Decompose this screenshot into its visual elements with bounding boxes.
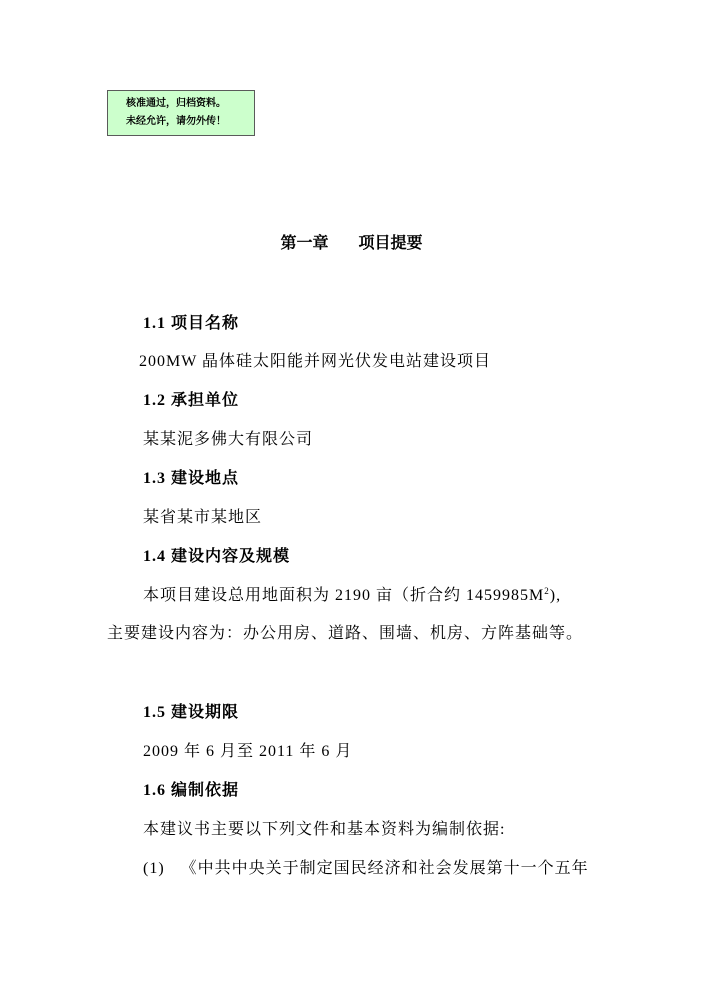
section-1-5-heading: 1.5 建设期限	[143, 704, 240, 721]
section-1-2-text: 某某泥多佛大有限公司	[143, 431, 314, 448]
section-1-3-text: 某省某市某地区	[143, 509, 263, 526]
chapter-title: 项目提要	[358, 233, 423, 252]
section-1-1-heading: 1.1 项目名称	[143, 315, 240, 332]
section-1-4-text-end: ),	[549, 587, 562, 604]
section-1-1-text: 200MW 晶体硅太阳能并网光伏发电站建设项目	[139, 353, 492, 370]
stamp-line-1: 核准通过，归档资料。	[126, 98, 226, 109]
chapter-heading	[0, 230, 703, 253]
section-1-3-heading: 1.3 建设地点	[143, 470, 240, 487]
stamp-line-2: 未经允许，请勿外传！	[126, 116, 226, 127]
list-item-number: (1)	[143, 860, 165, 877]
section-1-6-heading: 1.6 编制依据	[143, 782, 240, 799]
chapter-number: 第一章	[280, 233, 329, 252]
section-1-4-text-line2: 主要建设内容为：办公用房、道路、围墙、机房、方阵基础等。	[107, 625, 584, 642]
section-1-4-text-main: 本项目建设总用地面积为 2190 亩（折合约 1459985M	[143, 587, 545, 604]
list-item	[143, 855, 589, 878]
section-1-5-text: 2009 年 6 月至 2011 年 6 月	[143, 743, 353, 760]
section-1-2-heading: 1.2 承担单位	[143, 392, 240, 409]
confidential-stamp	[107, 90, 255, 136]
section-1-6-text: 本建议书主要以下列文件和基本资料为编制依据:	[143, 821, 506, 838]
list-item-text: 《中共中央关于制定国民经济和社会发展第十一个五年	[180, 860, 589, 877]
section-1-4-heading: 1.4 建设内容及规模	[143, 548, 291, 565]
section-1-4-text	[143, 582, 561, 605]
superscript-2: 2	[544, 586, 550, 596]
